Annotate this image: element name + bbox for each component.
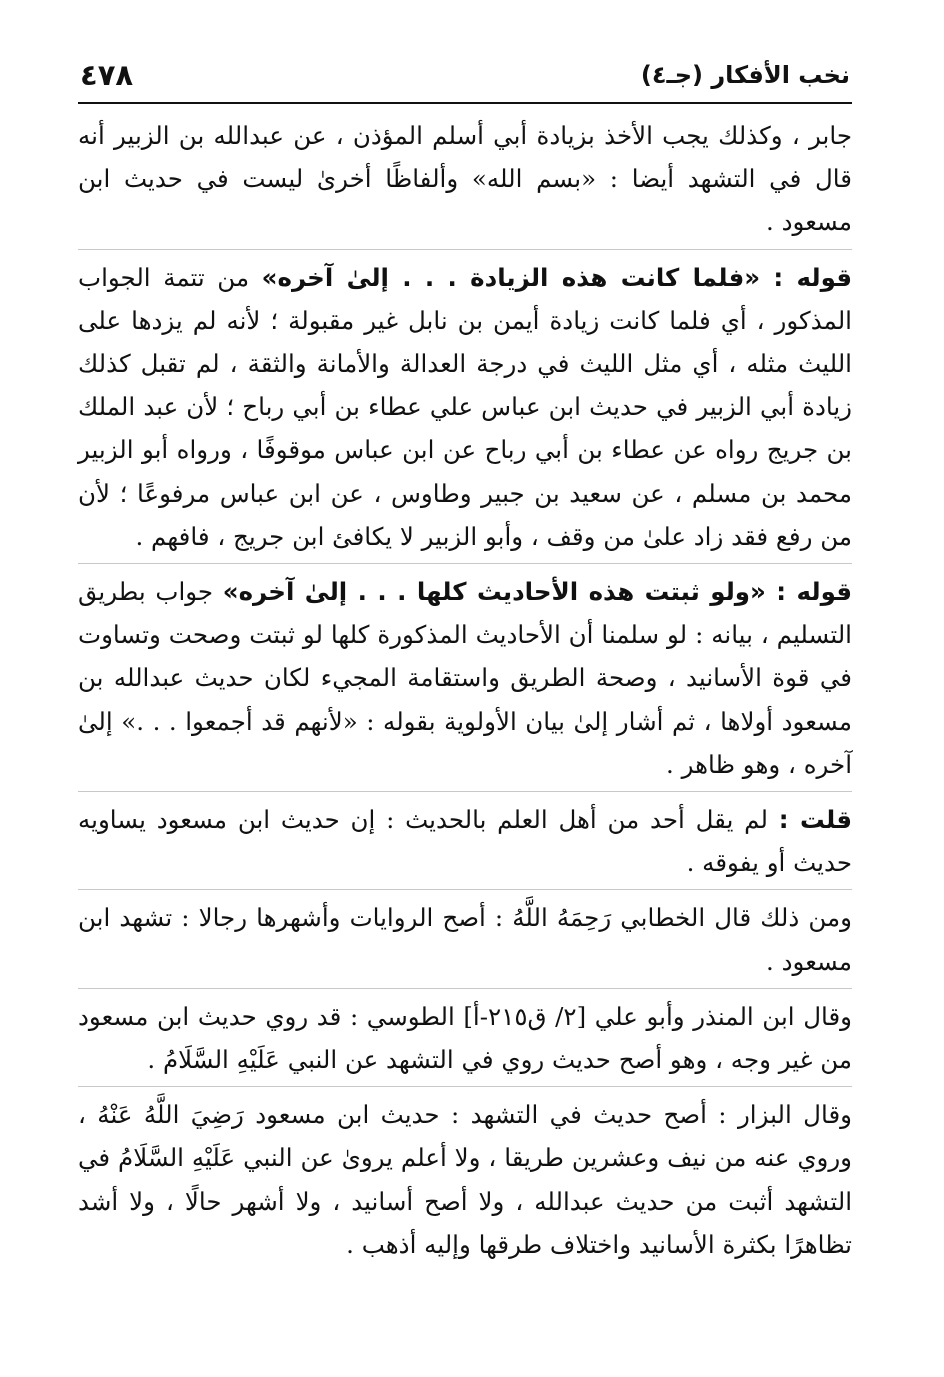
paragraph-text: وقال ابن المنذر وأبو علي [٢/ ق٢١٥-أ] الطوسي : قد روي حديث ابن مسعود من غير وجه ، وهو أصح حديث روي في التشهد عن النبي عَلَيْهِ السَّلَامُ . (78, 1001, 852, 1075)
paragraph-text: جابر ، وكذلك يجب الأخذ بزيادة أبي أسلم المؤذن ، عن عبدالله بن الزبير أنه قال في التشهد أيضا : «بسم الله» وألفاظًا أخرىٰ ليست في حديث ابن مسعود . (78, 121, 852, 237)
paragraph-5 (78, 896, 852, 982)
header-rule (78, 102, 852, 104)
paragraph-text: ومن ذلك قال الخطابي رَحِمَهُ اللَّهُ : أصح الروايات وأشهرها رجالا : تشهد ابن مسعود . (78, 903, 852, 976)
paragraph-divider (78, 249, 852, 250)
paragraph-text: لم يقل أحد من أهل العلم بالحديث : إن حديث ابن مسعود يساويه حديث أو يفوقه . (78, 805, 852, 878)
paragraph-4 (78, 798, 852, 884)
book-page (78, 56, 852, 1271)
paragraph-lead: قوله : «فلما كانت هذه الزيادة . . . إلىٰ آخره» (261, 262, 852, 292)
page-header (78, 56, 852, 94)
paragraph-2 (78, 256, 852, 558)
paragraph-7 (78, 1093, 852, 1266)
paragraph-divider (78, 988, 852, 989)
paragraph-divider (78, 791, 852, 792)
page-body (78, 114, 852, 1266)
paragraph-divider (78, 889, 852, 890)
paragraph-text: من تتمة الجواب المذكور ، أي فلما كانت زيادة أيمن بن نابل غير مقبولة ؛ لأنه لم يزدها على الليث مثله ، أي مثل الليث في درجة العدالة والأمانة والثقة ، لم تقبل كذلك زيادة أبي الزبير في حديث ابن عباس علي عطاء بن أبي رباح ؛ لأن عبد الملك بن جريج رواه عن عطاء بن أبي رباح عن ابن عباس موقوفًا ، ورواه أبو الزبير محمد بن مسلم ، عن سعيد بن جبير وطاوس ، عن ابن عباس مرفوعًا ؛ لأن من رفع فقد زاد علىٰ من وقف ، وأبو الزبير لا يكافئ ابن جريج ، فافهم . (78, 262, 852, 551)
paragraph-lead: قلت : (778, 805, 852, 835)
paragraph-text: جواب بطريق التسليم ، بيانه : لو سلمنا أن الأحاديث المذكورة كلها لو ثبتت وصحت وتساوت في قوة الأسانيد ، وصحة الطريق واستقامة المجيء لكان حديث عبدالله بن مسعود أولاها ، ثم أشار إلىٰ بيان الأولوية بقوله : «لأنهم قد أجمعوا . . .» إلىٰ آخره ، وهو ظاهر . (78, 577, 852, 779)
book-title: نخب الأفكار (جـ٤) (640, 61, 850, 89)
paragraph-1 (78, 114, 852, 244)
paragraph-lead: قوله : «ولو ثبتت هذه الأحاديث كلها . . . إلىٰ آخره» (222, 577, 852, 607)
paragraph-divider (78, 563, 852, 564)
paragraph-3 (78, 570, 852, 786)
paragraph-6 (78, 995, 852, 1081)
paragraph-text: وقال البزار : أصح حديث في التشهد : حديث ابن مسعود رَضِيَ اللَّهُ عَنْهُ ، وروي عنه من نيف وعشرين طريقا ، ولا أعلم يروىٰ عن النبي عَلَيْهِ السَّلَامُ في التشهد أثبت من حديث عبدالله ، ولا أصح أسانيد ، ولا أشهر حالًا ، ولا أشد تظاهرًا بكثرة الأسانيد واختلاف طرقها وإليه أذهب . (78, 1100, 852, 1259)
page-number: ٤٧٨ (80, 58, 134, 92)
paragraph-divider (78, 1086, 852, 1087)
